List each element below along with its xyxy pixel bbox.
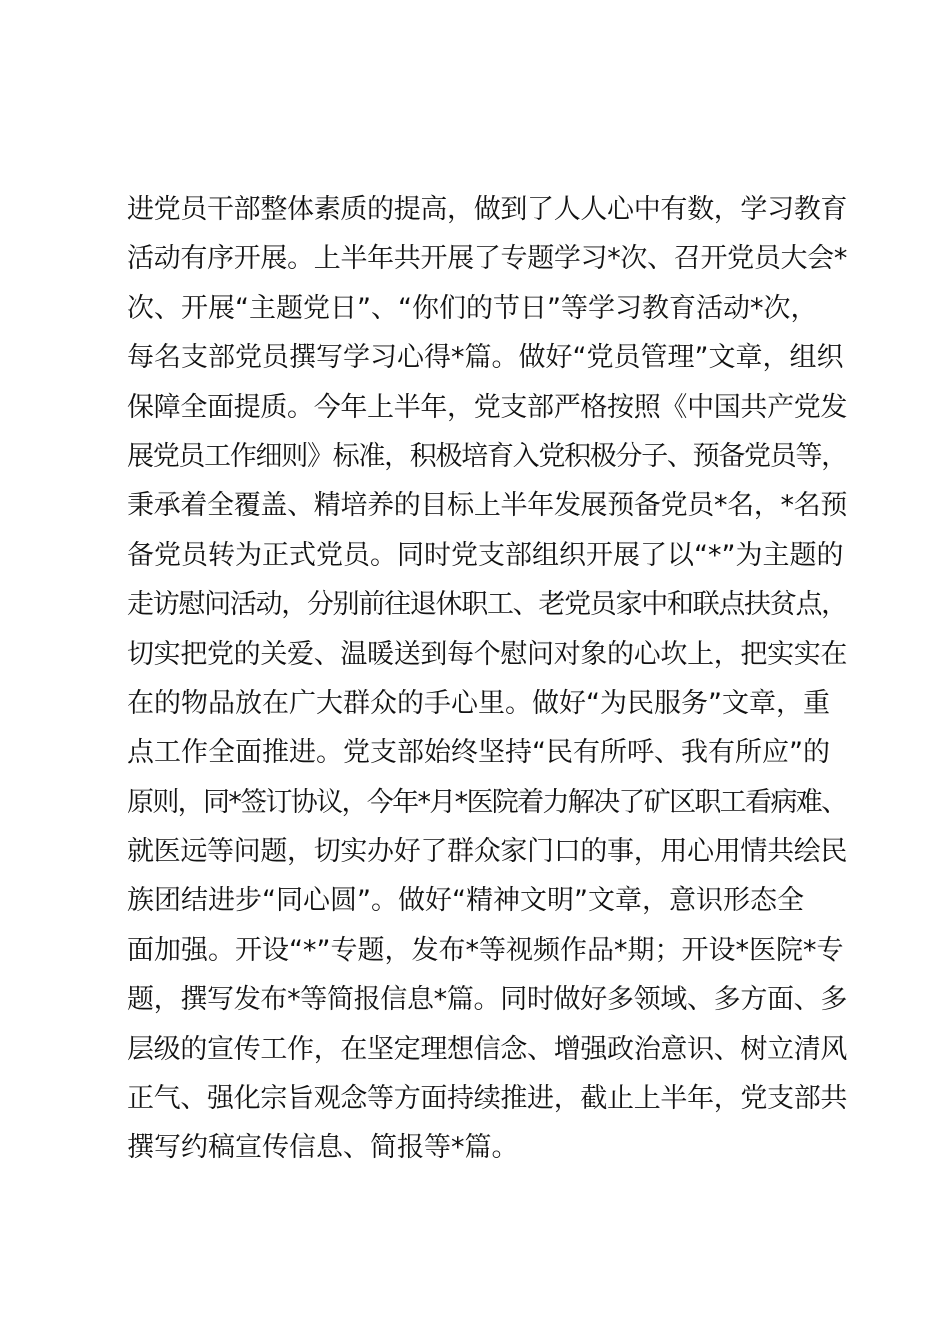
text-line: 正气、强化宗旨观念等方面持续推进，截止上半年，党支部共 (127, 1083, 848, 1115)
text-line: 就医远等问题，切实办好了群众家门口的事，用心用情共绘民 (127, 836, 848, 868)
text-line: 进党员干部整体素质的提高，做到了人人心中有数，学习教育 (127, 194, 848, 225)
body-paragraph (127, 185, 847, 1173)
text-line: 层级的宣传工作，在坚定理想信念、增强政治意识、树立清风 (127, 1033, 848, 1065)
text-line: 秉承着全覆盖、精培养的目标上半年发展预备党员*名，*名预 (127, 490, 848, 522)
text-line: 切实把党的关爱、温暖送到每个慰问对象的心坎上，把实实在 (127, 638, 848, 670)
text-line: 题，撰写发布*等简报信息*篇。同时做好多领域、多方面、多 (127, 984, 848, 1016)
text-line: 在的物品放在广大群众的手心里。做好“为民服务”文章，重 (127, 687, 830, 719)
text-line: 走访慰问活动，分别前往退休职工、老党员家中和联点扶贫点， (127, 589, 847, 621)
text-line: 展党员工作细则》标准，积极培育入党积极分子、预备党员等， (127, 440, 847, 472)
text-line: 面加强。开设“*”专题，发布*等视频作品*期；开设*医院*专 (127, 934, 844, 966)
text-line: 撰写约稿宣传信息、简报等*篇。 (127, 1132, 519, 1164)
text-line: 原则，同*签订协议，今年*月*医院着力解决了矿区职工看病难、 (127, 786, 847, 818)
text-line: 族团结进步“同心圆”。做好“精神文明”文章，意识形态全 (127, 885, 804, 917)
text-line: 活动有序开展。上半年共开展了专题学习*次、召开党员大会* (127, 243, 848, 275)
text-line: 备党员转为正式党员。同时党支部组织开展了以“*”为主题的 (127, 539, 844, 571)
text-line: 次、开展“主题党日”、“你们的节日”等学习教育活动*次， (127, 292, 818, 324)
text-line: 保障全面提质。今年上半年，党支部严格按照《中国共产党发 (127, 391, 848, 423)
text-line: 点工作全面推进。党支部始终坚持“民有所呼、我有所应”的 (127, 737, 830, 769)
text-line: 每名支部党员撰写学习心得*篇。做好“党员管理”文章，组织 (127, 342, 844, 374)
